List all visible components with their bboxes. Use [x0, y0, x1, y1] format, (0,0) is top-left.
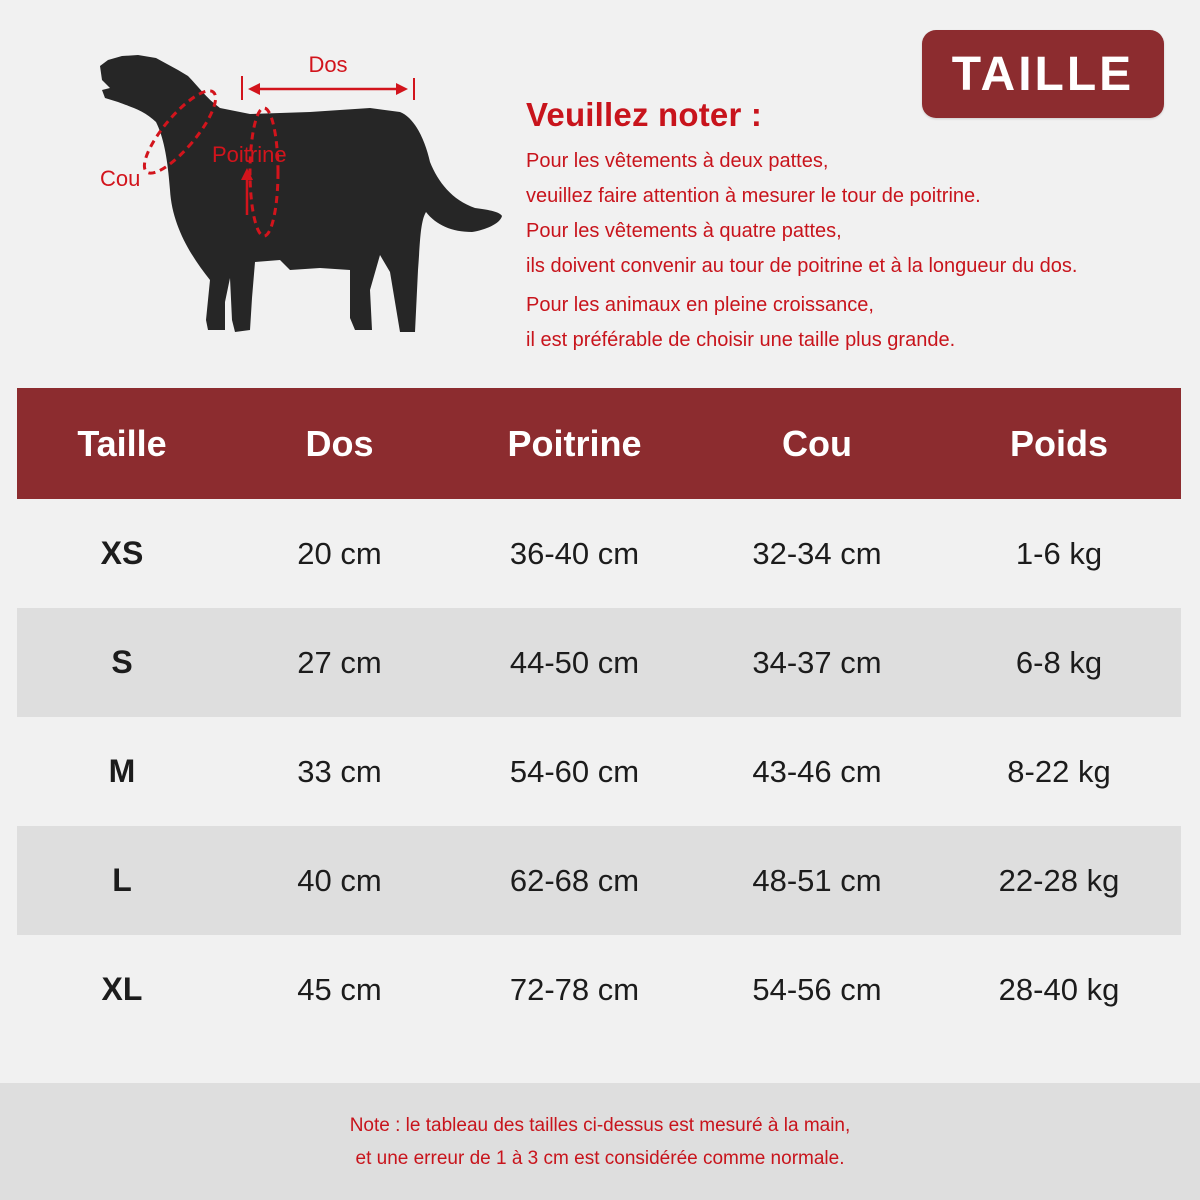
notes-title: Veuillez noter :: [526, 96, 763, 133]
note-line: Pour les vêtements à quatre pattes,: [526, 220, 842, 242]
cell-dos: 40 cm: [297, 862, 382, 898]
dos-label: Dos: [308, 52, 348, 77]
note-line: Pour les vêtements à deux pattes,: [526, 150, 829, 172]
header-poitrine: Poitrine: [507, 422, 642, 464]
note-line: ils doivent convenir au tour de poitrine et à la longueur du dos.: [526, 255, 1078, 277]
footer-note: [0, 1083, 1200, 1200]
cell-size: M: [108, 753, 136, 789]
cell-poitrine: 36-40 cm: [509, 535, 640, 571]
cell-poids: 8-22 kg: [1007, 753, 1111, 789]
cell-dos: 20 cm: [297, 535, 382, 571]
size-table: [17, 388, 1181, 1044]
cell-dos: 33 cm: [297, 753, 382, 789]
header-taille: Taille: [77, 422, 167, 464]
cell-size: S: [111, 644, 133, 680]
cell-poids: 6-8 kg: [1015, 644, 1103, 680]
cell-cou: 34-37 cm: [752, 644, 882, 680]
table-row: [17, 499, 1181, 608]
footer-line: et une erreur de 1 à 3 cm est considérée comme normale.: [355, 1147, 845, 1169]
table-row: [17, 935, 1181, 1044]
footer-line: Note : le tableau des tailles ci-dessus est mesuré à la main,: [349, 1114, 851, 1136]
dog-measurement-diagram: [80, 40, 520, 350]
dos-arrow-right-head: [396, 83, 408, 95]
cell-cou: 54-56 cm: [752, 971, 882, 1007]
note-line: Pour les animaux en pleine croissance,: [526, 294, 874, 316]
header-dos: Dos: [305, 422, 374, 464]
cell-cou: 43-46 cm: [752, 753, 882, 789]
cell-poitrine: 72-78 cm: [509, 971, 640, 1007]
dos-arrow-left-head: [248, 83, 260, 95]
note-line: il est préférable de choisir une taille plus grande.: [526, 329, 956, 351]
cell-poitrine: 54-60 cm: [509, 753, 640, 789]
table-row: [17, 717, 1181, 826]
cou-label: Cou: [100, 166, 141, 191]
cell-cou: 48-51 cm: [752, 862, 882, 898]
note-line: veuillez faire attention à mesurer le tour de poitrine.: [526, 185, 981, 207]
taille-badge: TAILLE: [922, 30, 1164, 118]
cell-cou: 32-34 cm: [752, 535, 882, 571]
table-row: [17, 826, 1181, 935]
poitrine-label: Poitrine: [212, 142, 287, 167]
notes-block: [526, 96, 1166, 358]
header-poids: Poids: [1009, 422, 1108, 464]
cell-size: XS: [100, 535, 144, 571]
dog-silhouette-icon: [100, 55, 502, 332]
cell-dos: 45 cm: [297, 971, 382, 1007]
cell-poids: 1-6 kg: [1015, 535, 1103, 571]
cell-dos: 27 cm: [297, 644, 382, 680]
cell-size: XL: [101, 971, 143, 1007]
cell-poids: 22-28 kg: [998, 862, 1120, 898]
cell-poitrine: 44-50 cm: [509, 644, 640, 680]
table-row: [17, 608, 1181, 717]
header-cou: Cou: [782, 422, 852, 464]
cell-poids: 28-40 kg: [998, 971, 1120, 1007]
table-header-row: [17, 388, 1181, 499]
cell-size: L: [112, 862, 132, 898]
cell-poitrine: 62-68 cm: [509, 862, 640, 898]
